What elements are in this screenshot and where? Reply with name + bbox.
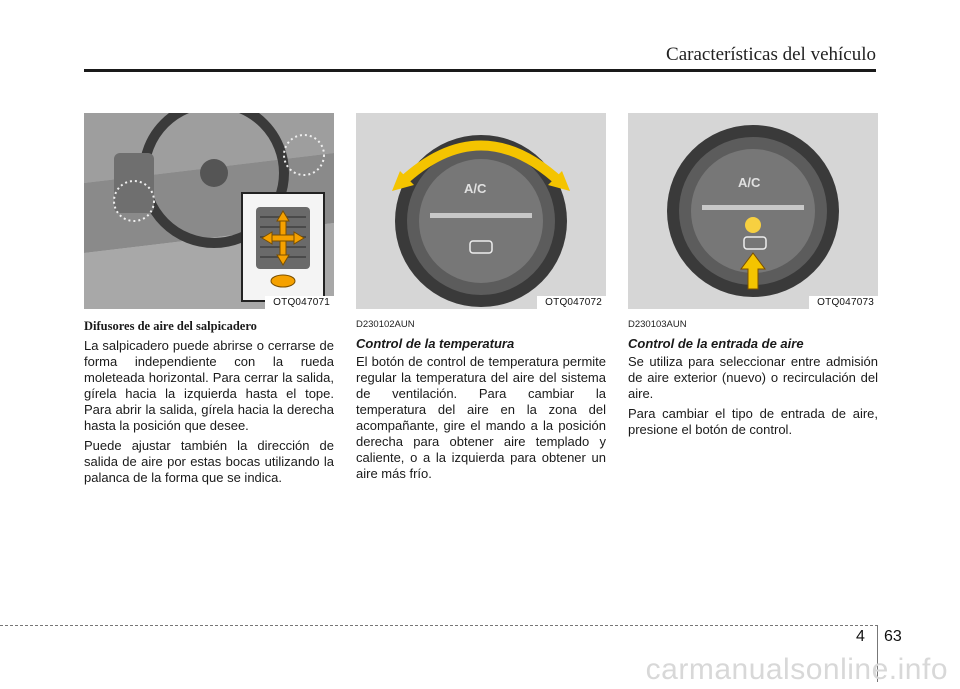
watermark: carmanualsonline.info	[645, 653, 948, 686]
section-code: D230103AUN	[628, 319, 687, 330]
paragraph: El botón de control de temperatura permite regular la temperatura del aire del sistema de ventilación. Para cambiar la temperatura del aire en la zona del acompañante, gire el mando a la posición derecha para obtener aire templado y caliente, o a la izquierda para obtener un aire más frío.	[356, 354, 606, 481]
ac-label: A/C	[738, 175, 761, 190]
footer-rule	[0, 625, 878, 626]
figure-label: OTQ047072	[537, 296, 606, 309]
section-air-intake-control	[628, 316, 878, 442]
page-number: 63	[884, 628, 902, 645]
figure-label: OTQ047073	[809, 296, 878, 309]
figure-dashboard-vents	[84, 113, 334, 309]
figure-air-intake-knob	[628, 113, 878, 309]
section-heading: Control de la entrada de aire	[628, 336, 804, 351]
section-heading: Difusores de aire del salpicadero	[84, 319, 257, 333]
paragraph: Puede ajustar también la dirección de salida de aire por estas bocas utilizando la palanca de la forma que se indica.	[84, 438, 334, 485]
section-temperature-control	[356, 316, 606, 486]
temperature-knob-illustration	[356, 113, 606, 309]
indicator-light-icon	[745, 217, 761, 233]
chapter-title: Características del vehículo	[666, 44, 876, 65]
paragraph: Para cambiar el tipo de entrada de aire, presione el botón de control.	[628, 406, 878, 437]
section-number: 4	[856, 628, 865, 645]
section-dashboard-vents	[84, 316, 334, 490]
paragraph: Se utiliza para seleccionar entre admisión de aire exterior (nuevo) o recirculación del aire.	[628, 354, 878, 401]
section-code: D230102AUN	[356, 319, 415, 330]
header-rule	[84, 69, 876, 72]
paragraph: La salpicadero puede abrirse o cerrarse de forma independiente con la rueda moleteada horizontal. Para cerrar la salida, gírela hacia la izquierda hasta el tope. Para abrir la salida, gírela hacia la derecha hasta la posición que desee.	[84, 338, 334, 433]
figure-label: OTQ047071	[265, 296, 334, 309]
section-heading: Control de la temperatura	[356, 336, 515, 351]
air-intake-knob-illustration	[628, 113, 878, 309]
dashboard-illustration	[84, 113, 334, 309]
figure-temperature-knob	[356, 113, 606, 309]
ac-label: A/C	[464, 181, 487, 196]
